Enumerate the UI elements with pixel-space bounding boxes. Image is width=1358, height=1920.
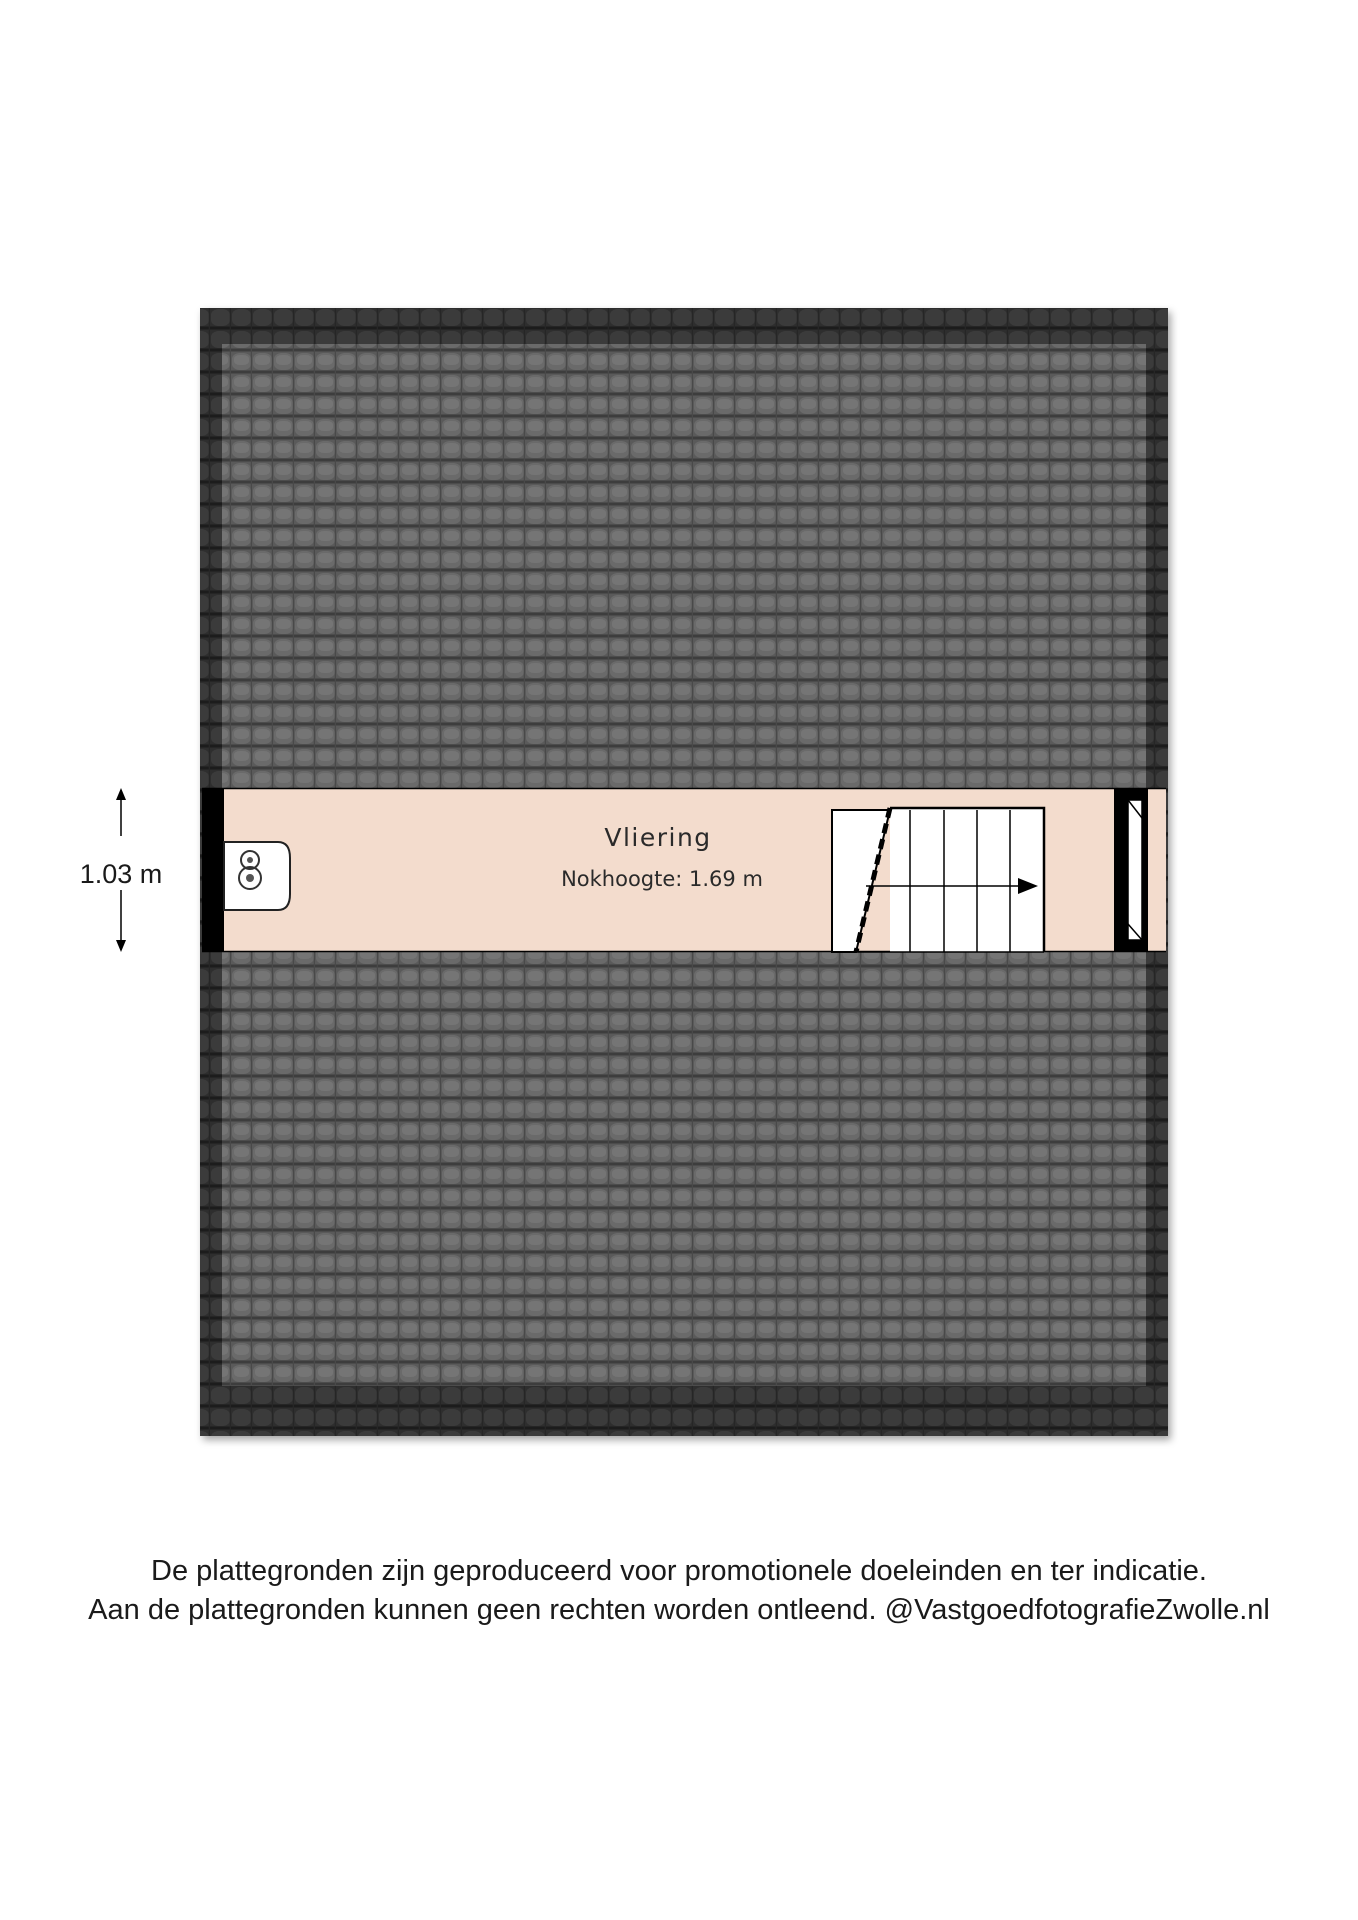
- disclaimer-line-1: De plattegronden zijn geproduceerd voor promotionele doeleinden en ter indicatie.: [151, 1555, 1207, 1587]
- roof-edge-bottom: [200, 1386, 1168, 1436]
- room-name: Vliering: [604, 823, 712, 852]
- skylight-window-icon: [1128, 800, 1142, 940]
- roof-edge-top: [200, 308, 1168, 344]
- height-dimension-label: 1.03 m: [79, 859, 163, 889]
- wall-left: [202, 788, 224, 952]
- room-ridge-height: Nokhoogte: 1.69 m: [561, 867, 763, 891]
- disclaimer-line-2: Aan de plattegronden kunnen geen rechten worden ontleend. @VastgoedfotografieZwolle.nl: [88, 1594, 1270, 1626]
- boiler-icon: [224, 842, 290, 910]
